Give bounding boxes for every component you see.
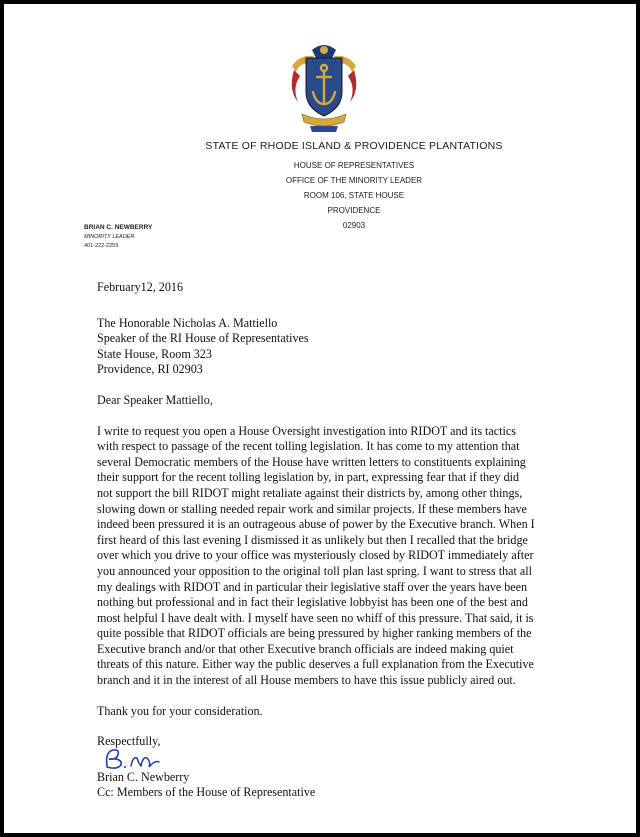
recipient-title: Speaker of the RI House of Representatives (97, 331, 309, 346)
letterhead-room: ROOM 106, STATE HOUSE (303, 191, 405, 200)
salutation: Dear Speaker Mattiello, (97, 392, 213, 407)
letter-body: I write to request you open a House Oversight investigation into RIDOT and its tactics with respect to passage of the recent tolling legislation. It has come to my attention that several Democratic members of the House have written letters to constituents explaining their support for the recent tolling legislation by, in part, expressing fear that if they did not support the bill RIDOT might retaliate against their districts by, among other things, slowing down or stalling needed repair work and similar projects. If these members have indeed been pressured it is an outrageous abuse of power by the Executive branch. When I first heard of this last evening I dismissed it as unlikely but then I recalled that the bridge over which you drive to your office was mysteriously closed by RIDOT immediately after you announced your opposition to the original toll plan last spring. I want to stress that all my dealings with RIDOT and in particular their legislative staff over the years have been nothing but professional and in fact their legislative lobbyist has been one of the best and most helpful I have dealt with. I myself have seen no whiff of this pressure. That said, it is quite possible that RIDOT officials are being pressured by higher ranking members of the Executive branch and/or that other Executive branch officials are indeed making quiet threats of this nature. Either way the public deserves a full explanation from the Executive branch and it in the interest of all House members to have this issue publicly aired out. (97, 423, 535, 688)
letter-content (97, 280, 537, 801)
recipient-name: The Honorable Nicholas A. Mattiello (97, 315, 278, 330)
recipient-city: Providence, RI 02903 (97, 362, 203, 377)
recipient-address (97, 316, 537, 378)
sender-block (84, 224, 152, 249)
sender-phone: 401-222-2259 (84, 243, 119, 249)
state-seal-emblem (286, 40, 362, 136)
signer-name: Brian C. Newberry (97, 769, 190, 784)
complimentary-close: Respectfully, (97, 734, 161, 749)
letterhead (154, 140, 554, 233)
recipient-street: State House, Room 323 (97, 346, 212, 361)
letter-page (4, 4, 636, 833)
letterhead-city: PROVIDENCE (327, 206, 381, 215)
letterhead-chamber: HOUSE OF REPRESENTATIVES (293, 161, 415, 170)
signature-block (97, 734, 537, 801)
letterhead-zip: 02903 (342, 221, 366, 230)
thank-you-line: Thank you for your consideration. (97, 703, 263, 718)
letterhead-state-name: STATE OF RHODE ISLAND & PROVIDENCE PLANTATIONS (205, 140, 503, 152)
letterhead-office: OFFICE OF THE MINORITY LEADER (285, 176, 423, 185)
cc-line: Cc: Members of the House of Representative (97, 785, 316, 800)
sender-title: MINORITY LEADER (84, 234, 135, 240)
handwritten-signature (97, 746, 537, 772)
letter-date: February12, 2016 (97, 280, 183, 294)
sender-name: BRIAN C. NEWBERRY (84, 224, 153, 231)
